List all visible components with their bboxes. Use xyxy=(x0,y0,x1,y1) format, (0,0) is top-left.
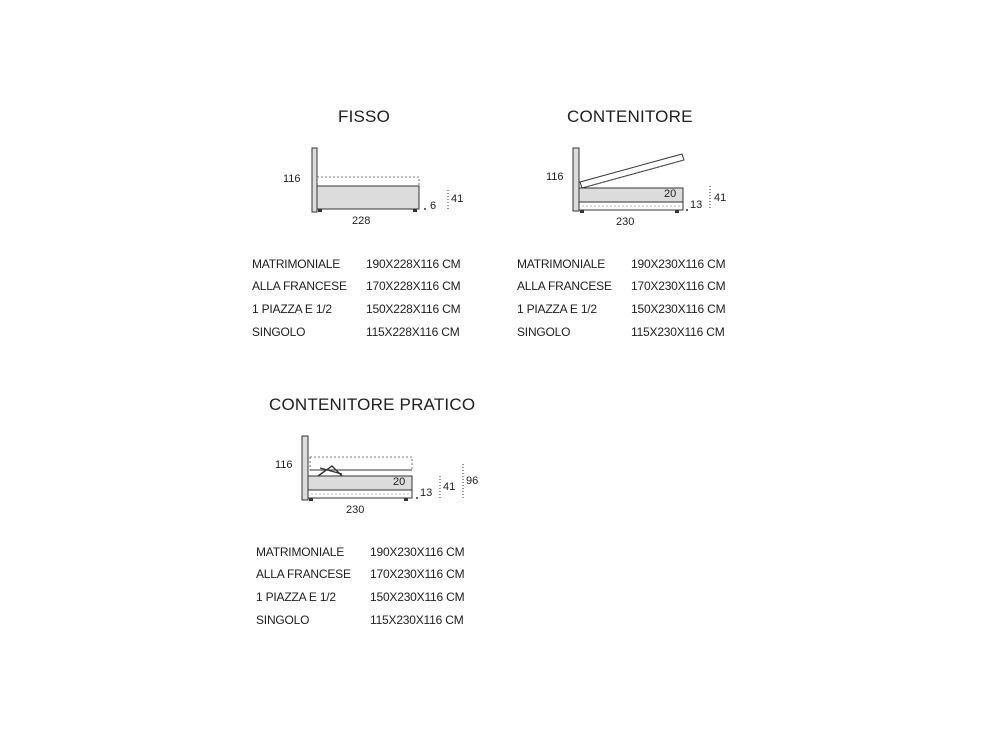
contenitore-pratico-feet-label: 13 xyxy=(420,487,433,499)
size-value: 150X230X116 CM xyxy=(631,302,726,316)
size-value: 170X230X116 CM xyxy=(370,567,465,581)
size-value: 150X228X116 CM xyxy=(366,302,461,316)
contenitore-base-label: 41 xyxy=(714,192,727,204)
contenitore-length-label: 230 xyxy=(616,216,635,228)
size-name: 1 PIAZZA E 1/2 xyxy=(517,302,597,316)
contenitore-box-label: 20 xyxy=(664,188,677,200)
size-value: 115X230X116 CM xyxy=(631,325,725,339)
contenitore-height-label: 116 xyxy=(546,171,564,183)
fisso-sizes-table xyxy=(252,257,492,347)
size-name: MATRIMONIALE xyxy=(256,545,345,559)
size-name: 1 PIAZZA E 1/2 xyxy=(252,302,332,316)
fisso-length-label: 228 xyxy=(352,215,371,227)
size-name: SINGOLO xyxy=(517,325,571,339)
size-value: 190X228X116 CM xyxy=(366,257,461,271)
size-value: 115X228X116 CM xyxy=(366,325,460,339)
contenitore-pratico-base-label: 41 xyxy=(443,481,456,493)
contenitore-feet-label: 13 xyxy=(690,199,703,211)
size-name: MATRIMONIALE xyxy=(517,257,606,271)
contenitore-sizes-table xyxy=(517,257,757,347)
fisso-bed-drawing xyxy=(300,140,480,220)
size-value: 150X230X116 CM xyxy=(370,590,465,604)
contenitore-bed-drawing xyxy=(560,140,740,220)
size-value: 170X228X116 CM xyxy=(366,279,461,293)
fisso-title: FISSO xyxy=(338,107,391,126)
size-name: MATRIMONIALE xyxy=(252,257,341,271)
size-name: SINGOLO xyxy=(256,613,310,627)
contenitore-pratico-bed-drawing xyxy=(290,428,490,508)
contenitore-title: CONTENITORE xyxy=(567,107,693,126)
contenitore-pratico-open-label: 96 xyxy=(466,475,479,487)
size-value: 190X230X116 CM xyxy=(370,545,465,559)
contenitore-pratico-sizes-table xyxy=(256,545,496,635)
fisso-base-label: 41 xyxy=(451,193,464,205)
size-name: SINGOLO xyxy=(252,325,306,339)
size-value: 190X230X116 CM xyxy=(631,257,726,271)
fisso-height-label: 116 xyxy=(283,173,301,185)
contenitore-pratico-height-label: 116 xyxy=(275,459,293,471)
size-name: ALLA FRANCESE xyxy=(256,567,351,581)
size-name: ALLA FRANCESE xyxy=(517,279,612,293)
size-name: ALLA FRANCESE xyxy=(252,279,347,293)
fisso-feet-label: 6 xyxy=(430,200,437,212)
contenitore-pratico-box-label: 20 xyxy=(393,476,406,488)
size-name: 1 PIAZZA E 1/2 xyxy=(256,590,336,604)
size-value: 115X230X116 CM xyxy=(370,613,464,627)
contenitore-pratico-length-label: 230 xyxy=(346,504,365,516)
size-value: 170X230X116 CM xyxy=(631,279,726,293)
contenitore-pratico-title: CONTENITORE PRATICO xyxy=(269,395,476,414)
